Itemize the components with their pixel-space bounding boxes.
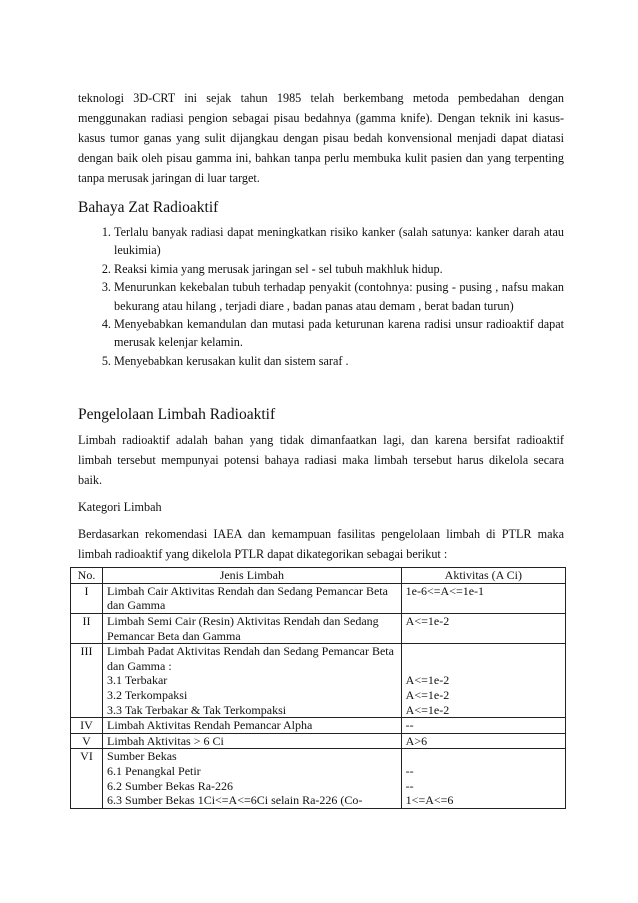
- cell-line: Limbah Semi Cair (Resin) Aktivitas Rendah dan Sedang Pemancar Beta dan Gamma: [107, 614, 379, 643]
- document-page: [78, 88, 564, 809]
- rekomendasi-paragraph: Berdasarkan rekomendasi IAEA dan kemampuan fasilitas pengelolaan limbah di PTLR maka limbah radioaktif yang dikelola PTLR dapat dikategorikan sebagai berikut :: [78, 527, 564, 562]
- header-no: No.: [71, 568, 103, 584]
- cell-line: A<=1e-2: [405, 688, 450, 702]
- table-header-row: [71, 568, 566, 584]
- cell-jenis: [103, 644, 402, 718]
- cell-line: Limbah Cair Aktivitas Rendah dan Sedang Pemancar Beta dan Gamma: [107, 583, 388, 613]
- table-row: [71, 749, 566, 808]
- limbah-paragraph: Limbah radioaktif adalah bahan yang tidak dimanfaatkan lagi, dan karena bersifat radioaktif limbah tersebut mempunyai potensi bahaya radiasi maka limbah tersebut harus dikelola secara baik.: [78, 433, 564, 488]
- cell-jenis: [103, 614, 402, 644]
- kategori-subheading: Kategori Limbah: [78, 500, 162, 515]
- cell-aktivitas: [401, 583, 565, 613]
- cell-line: 3.2 Terkompaksi: [107, 688, 188, 702]
- cell-line: 3.1 Terbakar: [107, 673, 168, 688]
- cell-line: Limbah Padat Aktivitas Rendah dan Sedang Pemancar Beta dan Gamma :: [107, 644, 394, 673]
- cell-line: A<=1e-2: [405, 673, 450, 688]
- cell-line: 6.2 Sumber Bekas Ra-226: [107, 778, 234, 793]
- table-row: [71, 733, 566, 749]
- cell-line: --: [405, 778, 414, 793]
- list-item: 2. Reaksi kimia yang merusak jaringan sel - sel tubuh makhluk hidup.: [114, 260, 564, 278]
- list-item: 1. Terlalu banyak radiasi dapat meningkatkan risiko kanker (salah satunya: kanker darah atau leukimia): [114, 223, 564, 260]
- section-title-pengelolaan: Pengelolaan Limbah Radioaktif: [78, 406, 276, 424]
- cell-line: --: [405, 718, 414, 733]
- table-row: [71, 583, 566, 613]
- cell-line: 6.1 Penangkal Petir: [107, 763, 201, 778]
- cell-line: Limbah Aktivitas > 6 Ci: [107, 733, 224, 748]
- section-title-bahaya: Bahaya Zat Radioaktif: [78, 199, 219, 216]
- cell-line: 3.3 Tak Terbakar & Tak Terkompaksi: [107, 702, 287, 717]
- table-row: [71, 614, 566, 644]
- list-item: 3. Menurunkan kekebalan tubuh terhadap penyakit (contohnya: pusing - pusing , nafsu makan bekurang atau hilang , terjadi diare , badan panas atau demam , berat badan turun): [114, 278, 564, 315]
- cell-line: Limbah Aktivitas Rendah Pemancar Alpha: [107, 718, 313, 733]
- cell-line: A<=1e-2: [405, 614, 450, 629]
- bahaya-list: [78, 223, 564, 370]
- cell-no: II: [71, 614, 103, 644]
- list-item: 5. Menyebabkan kerusakan kulit dan sistem saraf .: [114, 352, 564, 370]
- cell-line: Sumber Bekas: [107, 749, 177, 764]
- cell-no: VI: [71, 749, 103, 808]
- list-item: 4. Menyebabkan kemandulan dan mutasi pada keturunan karena radisi unsur radioaktif dapat merusak kelenjar kelamin.: [114, 315, 564, 352]
- cell-aktivitas: [401, 614, 565, 644]
- cell-no: III: [71, 644, 103, 718]
- cell-no: V: [71, 733, 103, 749]
- table-row: [71, 718, 566, 734]
- cell-line: --: [405, 763, 414, 778]
- cell-line: 6.3 Sumber Bekas 1Ci<=A<=6Ci selain Ra-226 (Co-: [107, 793, 363, 808]
- intro-paragraph: teknologi 3D-CRT ini sejak tahun 1985 telah berkembang metoda pembedahan dengan menggunakan radiasi pengion sebagai pisau bedahnya (gamma knife). Dengan teknik ini kasus-kasus tumor ganas yang sulit dijangkau dengan pisau bedah konvensional menjadi dapat diatasi dengan baik oleh pisau gamma ini, bahkan tanpa perlu membuka kulit pasien dan yang terpenting tanpa merusak jaringan di luar target.: [78, 91, 564, 185]
- cell-aktivitas: [401, 749, 565, 808]
- cell-no: I: [71, 583, 103, 613]
- table-row: [71, 644, 566, 718]
- cell-line: 1e-6<=A<=1e-1: [405, 583, 485, 598]
- cell-jenis: [103, 749, 402, 808]
- cell-line: 1<=A<=6: [405, 793, 454, 808]
- cell-aktivitas: [401, 733, 565, 749]
- cell-aktivitas: [401, 718, 565, 734]
- cell-line: A<=1e-2: [405, 702, 450, 717]
- cell-jenis: [103, 733, 402, 749]
- cell-line: A>6: [405, 733, 428, 748]
- cell-no: IV: [71, 718, 103, 734]
- cell-jenis: [103, 718, 402, 734]
- header-jenis: Jenis Limbah: [103, 568, 402, 584]
- cell-jenis: [103, 583, 402, 613]
- kategori-limbah-table: [70, 567, 566, 809]
- cell-aktivitas: [401, 644, 565, 718]
- header-aktivitas: Aktivitas (A Ci): [401, 568, 565, 584]
